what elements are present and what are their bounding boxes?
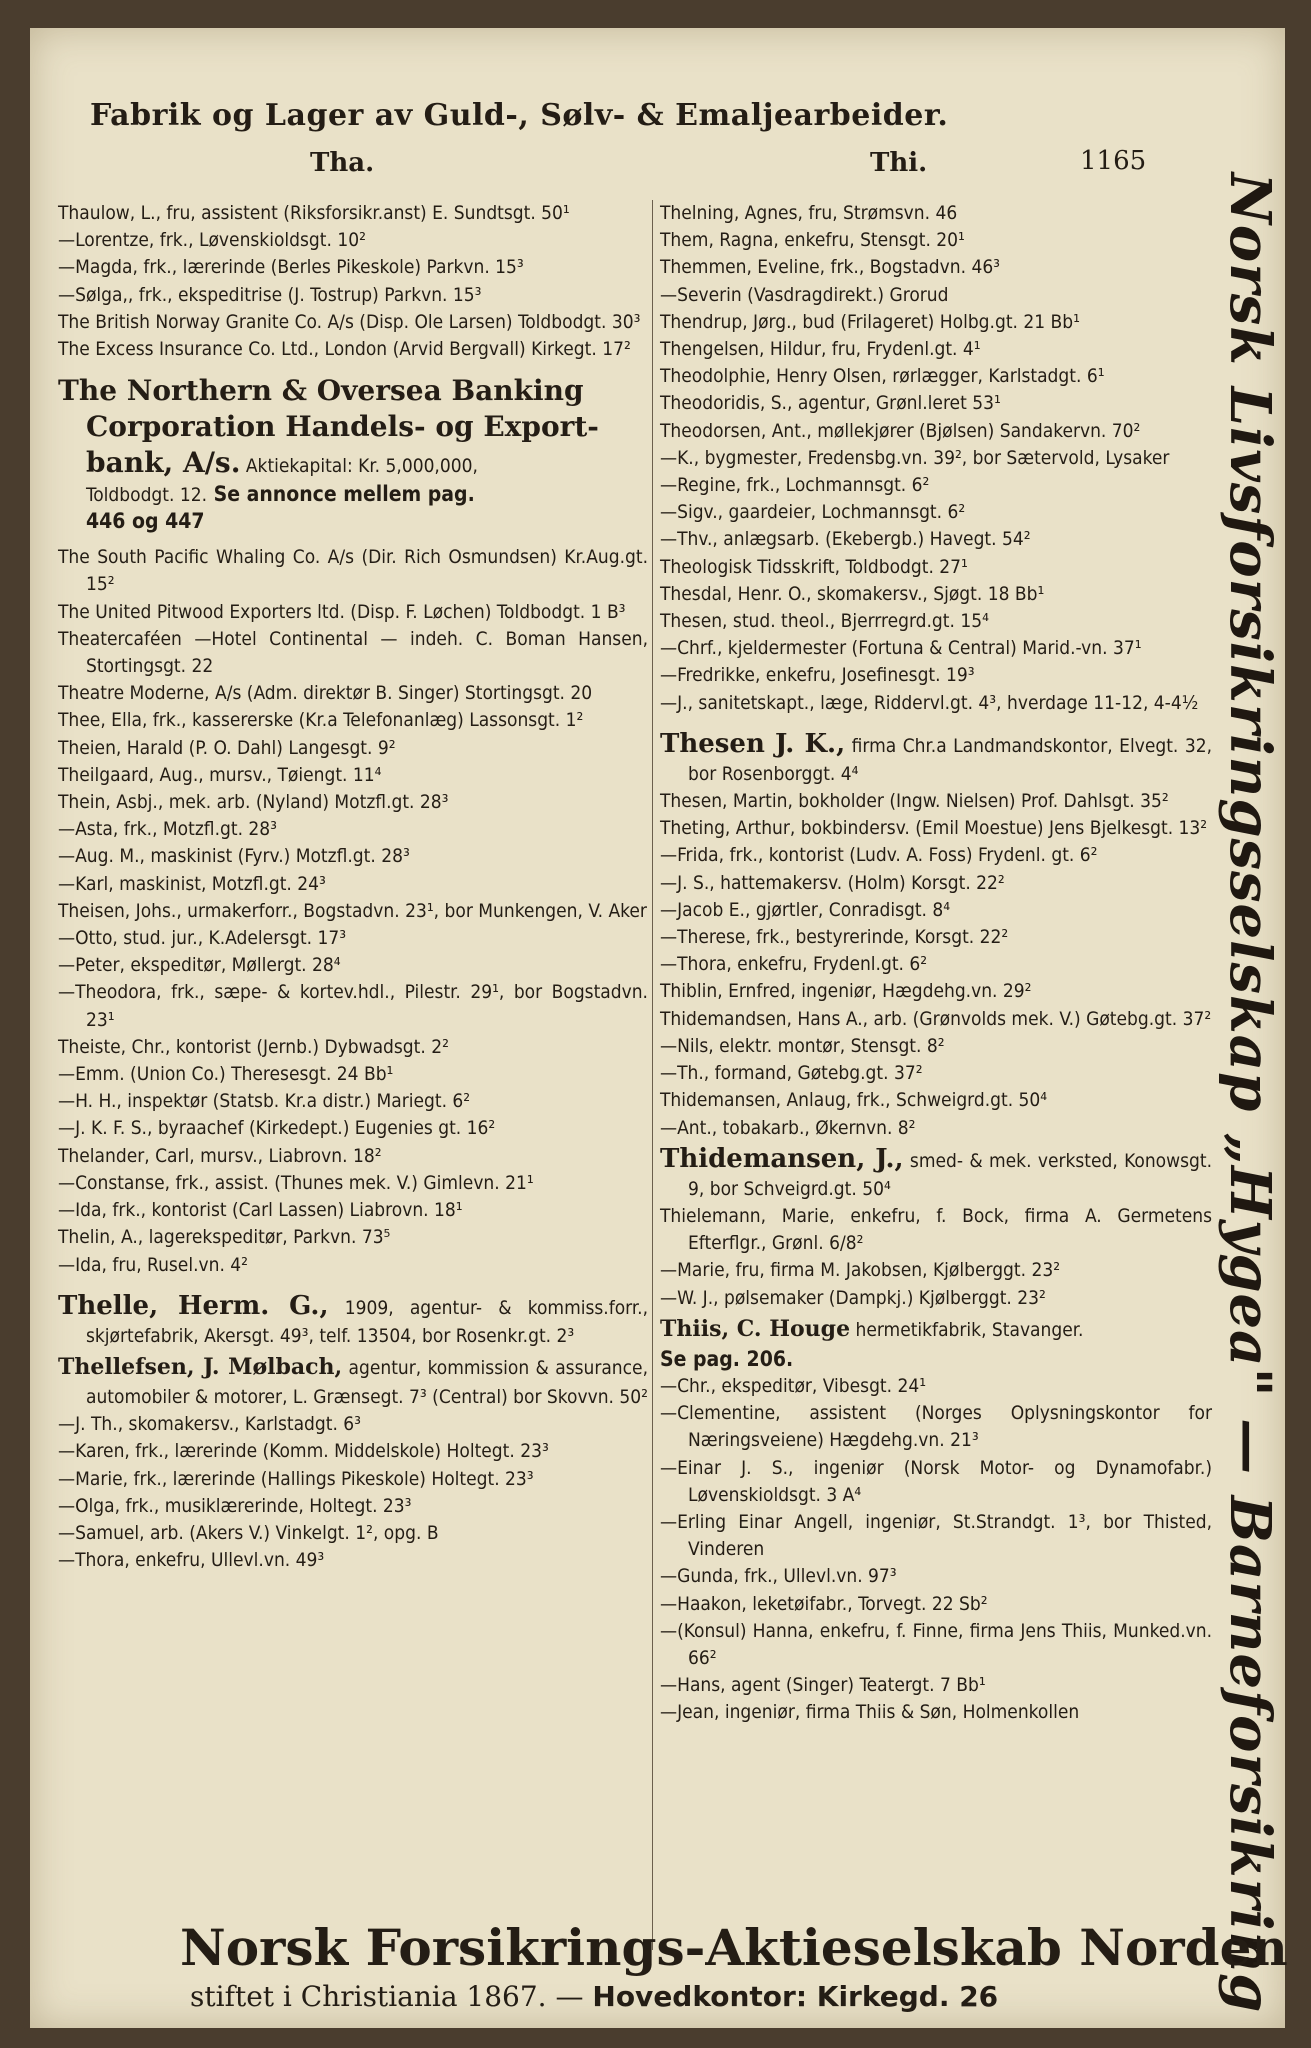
directory-entry: Thesen, stud. theol., Bjerrregrd.gt. 15⁴ <box>660 610 989 633</box>
directory-entry: —Einar J. S., ingeniør (Norsk Motor- og Dynamofabr.) Løvenskioldsgt. 3 A⁴ <box>660 1456 1212 1506</box>
thiis-entry <box>660 1312 1212 1346</box>
directory-entry: Theilgaard, Aug., mursv., Tøiengt. 11⁴ <box>58 763 382 786</box>
directory-entry: —Asta, frk., Motzfl.gt. 28³ <box>58 818 278 841</box>
directory-entry: Thelander, Carl, mursv., Liabrovn. 18² <box>58 1144 382 1167</box>
northern-line-5: 446 og 447 <box>86 509 205 534</box>
footer-advert-subtitle <box>190 1980 998 2013</box>
northern-line-3b: Aktiekapital: Kr. 5,000,000, <box>240 455 478 478</box>
directory-entry: —Sølga,, frk., ekspeditrise (J. Tostrup) Parkvn. 15³ <box>58 283 482 306</box>
side-advertisement <box>1217 172 1283 2014</box>
directory-entry: The British Norway Granite Co. A/s (Disp. Ole Larsen) Toldbodgt. 30³ <box>58 310 641 333</box>
thelle-entry <box>58 1289 648 1350</box>
directory-entry: The United Pitwood Exporters ltd. (Disp. F. Løchen) Toldbodgt. 1 B³ <box>58 600 626 623</box>
thidemansen-j-name: Thidemansen, J., <box>660 1143 904 1174</box>
directory-entry: —Ant., tobakarb., Økernvn. 8² <box>660 1116 916 1139</box>
directory-entry: —W. J., pølsemaker (Dampkj.) Kjølberggt. 23² <box>660 1286 1046 1309</box>
directory-entry: Thengelsen, Hildur, fru, Frydenl.gt. 4¹ <box>660 338 981 361</box>
thesen-jk-name: Thesen J. K., <box>660 728 846 759</box>
northern-line-2: Corporation Handels- og Export- <box>86 410 599 444</box>
right-column <box>660 200 1212 1727</box>
directory-entry: Thesdal, Henr. O., skomakersv., Sjøgt. 18 Bb¹ <box>660 582 1045 605</box>
directory-entry: Thesen, Martin, bokholder (Ingw. Nielsen) Prof. Dahlsgt. 35² <box>660 790 1169 813</box>
directory-entry: Theodorsen, Ant., møllekjører (Bjølsen) Sandakervn. 70² <box>660 419 1141 442</box>
directory-entry: —Chrf., kjeldermester (Fortuna & Central) Marid.-vn. 37¹ <box>660 637 1142 660</box>
northern-line-4b: Se annonce mellem pag. <box>207 482 475 507</box>
directory-entry: —Fredrikke, enkefru, Josefinesgt. 19³ <box>660 664 975 687</box>
thiis-rest: hermetikfabrik, Stavanger. <box>850 1318 1084 1341</box>
directory-entry: —Chr., ekspeditør, Vibesgt. 24¹ <box>660 1374 927 1397</box>
directory-entry: The Excess Insurance Co. Ltd., London (Arvid Bergvall) Kirkegt. 17² <box>58 338 631 361</box>
directory-entry: Theatercaféen —Hotel Continental — indeh. C. Boman Hansen, Stortingsgt. 22 <box>58 627 648 678</box>
northern-banking-entry <box>58 373 648 534</box>
directory-entry: Thee, Ella, frk., kassererske (Kr.a Telefonanlæg) Lassonsgt. 1² <box>58 709 584 732</box>
directory-entry: Thiblin, Ernfred, ingeniør, Hægdehg.vn. 29² <box>660 980 1032 1003</box>
northern-line-4a: Toldbodgt. 12. <box>86 484 208 507</box>
left-column-heading: Tha. <box>310 148 375 178</box>
directory-entry: —J. Th., skomakersv., Karlstadgt. 6³ <box>58 1413 362 1436</box>
directory-entry: —J. K. F. S., byraachef (Kirkedept.) Eugenies gt. 16² <box>58 1117 496 1140</box>
directory-entry: —J., sanitetskapt., læge, Riddervl.gt. 4³, hverdage 11-12, 4-4½ <box>660 691 1199 714</box>
directory-entry: Thaulow, L., fru, assistent (Riksforsikr.anst) E. Sundtsgt. 50¹ <box>58 202 570 224</box>
directory-entry: Theatre Moderne, A/s (Adm. direktør B. Singer) Stortingsgt. 20 <box>58 682 593 705</box>
thellefsen-rest: agentur, kommission & assurance, automobiler & motorer, L. Grænsegt. 7³ (Central) bor Skovvn. 50² <box>86 1356 648 1408</box>
thidemansen-j-entry <box>660 1142 1212 1203</box>
directory-entry: Thein, Asbj., mek. arb. (Nyland) Motzfl.gt. 28³ <box>58 791 449 814</box>
thellefsen-name: Thellefsen, J. Mølbach, <box>58 1353 343 1380</box>
left-entries-1 <box>58 200 648 363</box>
directory-entry: Thendrup, Jørg., bud (Frilageret) Holbg.gt. 21 Bb¹ <box>660 310 1080 333</box>
page-number: 1165 <box>1080 146 1147 176</box>
column-divider <box>652 200 653 1950</box>
northern-line-1: The Northern & Oversea Banking <box>58 374 584 408</box>
directory-entry: —Samuel, arb. (Akers V.) Vinkelgt. 1², opg. B <box>58 1521 439 1544</box>
directory-entry: —Thora, enkefru, Ullevl.vn. 49³ <box>58 1549 325 1572</box>
footer-sub-bold1: Hovedkontor: <box>592 1980 808 2013</box>
directory-entry: —Theodora, frk., sæpe- & kortev.hdl., Pilestr. 29¹, bor Bogstadvn. 23¹ <box>58 981 648 1031</box>
left-entries-3 <box>58 1411 648 1574</box>
right-entries-1 <box>660 200 1212 717</box>
directory-entry: —Otto, stud. jur., K.Adelersgt. 17³ <box>58 927 347 950</box>
directory-entry: —Ida, fru, Rusel.vn. 4² <box>58 1253 249 1276</box>
thiis-name: Thiis, C. Houge <box>660 1315 851 1342</box>
directory-entry: —Haakon, leketøifabr., Torvegt. 22 Sb² <box>660 1592 988 1615</box>
directory-entry: Thidemandsen, Hans A., arb. (Grønvolds mek. V.) Gøtebg.gt. 37² <box>660 1007 1212 1030</box>
directory-entry: —Frida, frk., kontorist (Ludv. A. Foss) Frydenl. gt. 6² <box>660 844 1098 867</box>
directory-entry: Theodoridis, S., agentur, Grønl.leret 53¹ <box>660 392 1001 415</box>
directory-entry: —Clementine, assistent (Norges Oplysningskontor for Næringsveiene) Hægdehg.vn. 21³ <box>660 1402 1212 1452</box>
directory-entry: Thielemann, Marie, enkefru, f. Bock, firma A. Germetens Efterflgr., Grønl. 6/8² <box>660 1204 1212 1255</box>
directory-entry: Theting, Arthur, bokbindersv. (Emil Moestue) Jens Bjelkesgt. 13² <box>660 817 1208 840</box>
directory-entry: —Sigv., gaardeier, Lochmannsgt. 6² <box>660 501 966 524</box>
directory-entry: —Th., formand, Gøtebg.gt. 37² <box>660 1062 923 1085</box>
footer-sub-plain: stiftet i Christiania 1867. — <box>190 1980 593 2013</box>
directory-entry: —Erling Einar Angell, ingeniør, St.Strandgt. 1³, bor Thisted, Vinderen <box>660 1510 1212 1561</box>
directory-entry: Theien, Harald (P. O. Dahl) Langesgt. 9² <box>58 736 396 759</box>
right-column-heading: Thi. <box>870 148 928 178</box>
directory-entry: —J. S., hattemakersv. (Holm) Korsgt. 22² <box>660 871 1005 894</box>
directory-entry: —Lorentze, frk., Løvenskioldsgt. 10² <box>58 229 366 252</box>
thidemansen-j-rest: smed- & mek. verksted, Konowsgt. 9, bor Schveigrd.gt. 50⁴ <box>688 1149 1212 1200</box>
thelle-rest: 1909, agentur- & kommiss.forr., skjørtefabrik, Akersgt. 49³, telf. 13504, bor Rosenkr.gt. 2³ <box>86 1296 649 1347</box>
thellefsen-entry <box>58 1350 648 1411</box>
directory-entry: —Olga, frk., musiklærerinde, Holtegt. 23³ <box>58 1494 412 1517</box>
thelle-name: Thelle, Herm. G., <box>58 1290 329 1321</box>
directory-page <box>30 28 1288 2028</box>
directory-entry: —Jean, ingeniør, firma Thiis & Søn, Holmenkollen <box>660 1701 1080 1724</box>
directory-entry: —H. H., inspektør (Statsb. Kr.a distr.) Mariegt. 6² <box>58 1090 471 1113</box>
footer-advert-title: Norsk Forsikrings-Aktieselskab Norden <box>180 1918 1288 1977</box>
directory-entry: —Ida, frk., kontorist (Carl Lassen) Liabrovn. 18¹ <box>58 1199 463 1222</box>
directory-entry: Thelin, A., lagerekspeditør, Parkvn. 73⁵ <box>58 1226 391 1249</box>
directory-entry: —Hans, agent (Singer) Teatergt. 7 Bb¹ <box>660 1674 986 1697</box>
directory-entry: —Constanse, frk., assist. (Thunes mek. V.) Gimlevn. 21¹ <box>58 1171 534 1194</box>
footer-sub-bold2: Kirkegd. 26 <box>807 1980 999 2013</box>
directory-entry: —Jacob E., gjørtler, Conradisgt. 8⁴ <box>660 898 951 921</box>
right-entries-4 <box>660 1373 1212 1727</box>
directory-entry: —Nils, elektr. montør, Stensgt. 8² <box>660 1034 945 1057</box>
directory-entry: —Karen, frk., lærerinde (Komm. Middelskole) Holtegt. 23³ <box>58 1440 549 1463</box>
directory-entry: —Marie, frk., lærerinde (Hallings Pikeskole) Holtegt. 23³ <box>58 1467 534 1490</box>
directory-entry: —Emm. (Union Co.) Theresesgt. 24 Bb¹ <box>58 1063 394 1086</box>
directory-entry: Theiste, Chr., kontorist (Jernb.) Dybwadsgt. 2² <box>58 1035 449 1058</box>
directory-entry: —Regine, frk., Lochmannsgt. 6² <box>660 474 930 497</box>
directory-entry: —Magda, frk., lærerinde (Berles Pikeskole) Parkvn. 15³ <box>58 256 524 279</box>
directory-entry: —Marie, fru, firma M. Jakobsen, Kjølberggt. 23² <box>660 1259 1061 1282</box>
thesen-jk-rest: firma Chr.a Landmandskontor, Elvegt. 32, bor Rosenborggt. 4⁴ <box>688 734 1212 785</box>
directory-entry: —Aug. M., maskinist (Fyrv.) Motzfl.gt. 28³ <box>58 845 410 868</box>
directory-entry: —Severin (Vasdragdirekt.) Grorud <box>660 283 949 306</box>
directory-entry: —(Konsul) Hanna, enkefru, f. Finne, firma Jens Thiis, Munked.vn. 66² <box>660 1619 1212 1669</box>
directory-entry: —Peter, ekspeditør, Møllergt. 28⁴ <box>58 954 341 977</box>
side-ad-text: Norsk Livsforsikringsselskap „Hygea" — Barneforsikring <box>1217 172 1283 2014</box>
directory-entry: Theisen, Johs., urmakerforr., Bogstadvn. 23¹, bor Munkengen, V. Aker <box>58 899 647 922</box>
right-entries-2 <box>660 788 1212 1142</box>
right-entries-3 <box>660 1203 1212 1312</box>
directory-entry: Theologisk Tidsskrift, Toldbodgt. 27¹ <box>660 555 968 578</box>
directory-entry: Them, Ragna, enkefru, Stensgt. 20¹ <box>660 229 965 252</box>
directory-entry: Thelning, Agnes, fru, Strømsvn. 46 <box>660 202 958 224</box>
directory-entry: The South Pacific Whaling Co. A/s (Dir. Rich Osmundsen) Kr.Aug.gt. 15² <box>58 546 648 596</box>
thesen-jk-entry <box>660 727 1212 788</box>
left-entries-2 <box>58 544 648 1278</box>
directory-entry: —Therese, frk., bestyrerinde, Korsgt. 22² <box>660 926 1009 949</box>
page-header-title: Fabrik og Lager av Guld-, Sølv- & Emaljearbeider. <box>90 98 949 133</box>
directory-entry: —Gunda, frk., Ullevl.vn. 97³ <box>660 1565 897 1588</box>
directory-entry: —Karl, maskinist, Motzfl.gt. 24³ <box>58 872 326 895</box>
directory-entry: Theodolphie, Henry Olsen, rørlægger, Karlstadgt. 6¹ <box>660 365 1105 388</box>
left-column <box>58 200 648 1574</box>
thiis-ref: Se pag. 206. <box>660 1346 794 1371</box>
directory-entry: —Thv., anlægsarb. (Ekebergb.) Havegt. 54² <box>660 528 1031 551</box>
directory-entry: —K., bygmester, Fredensbg.vn. 39², bor Sætervold, Lysaker <box>660 446 1170 469</box>
directory-entry: Thidemansen, Anlaug, frk., Schweigrd.gt. 50⁴ <box>660 1089 1048 1112</box>
directory-entry: Themmen, Eveline, frk., Bogstadvn. 46³ <box>660 256 1001 279</box>
northern-line-3a: bank, A/s. <box>86 446 241 480</box>
directory-entry: —Thora, enkefru, Frydenl.gt. 6² <box>660 953 928 976</box>
